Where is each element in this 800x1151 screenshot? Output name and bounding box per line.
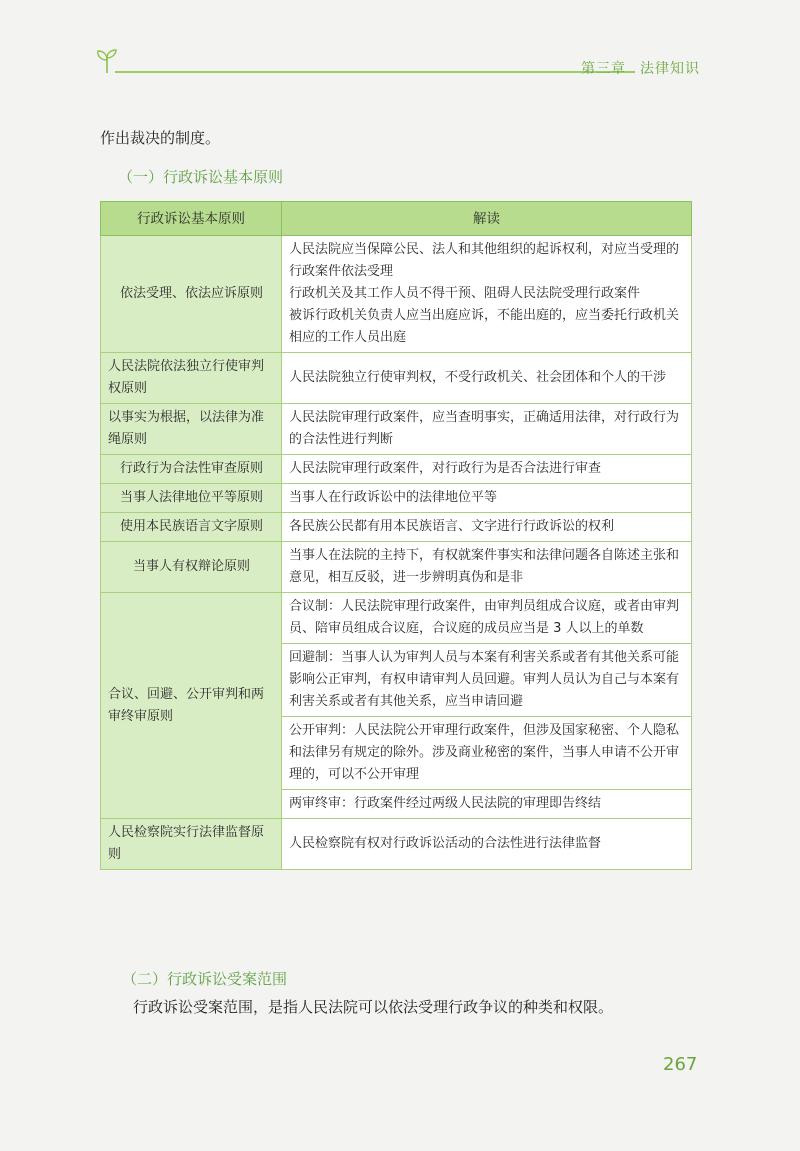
principles-table: [100, 201, 692, 870]
principle-cell: 行政行为合法性审查原则: [101, 455, 282, 484]
interpretation-cell: 回避制：当事人认为审判人员与本案有利害关系或者有其他关系可能影响公正审判，有权申请审判人员回避。审判人员认为自己与本案有利害关系或者有其他关系，应当申请回避: [282, 644, 692, 717]
interpretation-line: 被诉行政机关负责人应当出庭应诉，不能出庭的，应当委托行政机关相应的工作人员出庭: [289, 308, 680, 345]
principle-cell: 以事实为根据，以法律为准绳原则: [101, 404, 282, 455]
table-row: [101, 593, 692, 644]
section-heading-1: （一）行政诉讼基本原则: [118, 168, 284, 186]
col-header-principle: 行政诉讼基本原则: [101, 202, 282, 236]
principle-cell: 人民检察院实行法律监督原则: [101, 819, 282, 870]
table-row: [101, 513, 692, 542]
col-header-interpretation: 解读: [282, 202, 692, 236]
chapter-title: 法律知识: [640, 61, 700, 77]
interpretation-cell: 当事人在法院的主持下，有权就案件事实和法律问题各自陈述主张和意见，相互反驳，进一步辨明真伪和是非: [282, 542, 692, 593]
table-row: [101, 236, 692, 353]
table-row: [101, 819, 692, 870]
interpretation-line: 行政机关及其工作人员不得干预、阻碍人民法院受理行政案件: [289, 286, 641, 301]
chapter-number: 第三章: [581, 61, 626, 77]
interpretation-cell: 当事人在行政诉讼中的法律地位平等: [282, 484, 692, 513]
interpretation-cell: 两审终审：行政案件经过两级人民法院的审理即告终结: [282, 790, 692, 819]
principle-cell: 使用本民族语言文字原则: [101, 513, 282, 542]
page-number: 267: [663, 1054, 698, 1075]
table-row: [101, 455, 692, 484]
interpretation-line: 人民法院应当保障公民、法人和其他组织的起诉权利，对应当受理的行政案件依法受理: [289, 242, 680, 279]
table-header-row: [101, 202, 692, 236]
table-row: [101, 404, 692, 455]
page-header: [95, 48, 700, 78]
interpretation-cell: 人民法院审理行政案件，对行政行为是否合法进行审查: [282, 455, 692, 484]
interpretation-cell: 人民法院审理行政案件，应当查明事实，正确适用法律，对行政行为的合法性进行判断: [282, 404, 692, 455]
principle-cell: 合议、回避、公开审判和两审终审原则: [101, 593, 282, 819]
header-rule: [115, 71, 635, 73]
interpretation-cell: 人民检察院有权对行政诉讼活动的合法性进行法律监督: [282, 819, 692, 870]
principle-cell: 依法受理、依法应诉原则: [101, 236, 282, 353]
table-row: [101, 484, 692, 513]
interpretation-cell: 合议制：人民法院审理行政案件，由审判员组成合议庭，或者由审判员、陪审员组成合议庭，合议庭的成员应当是 3 人以上的单数: [282, 593, 692, 644]
principle-cell: 人民法院依法独立行使审判权原则: [101, 353, 282, 404]
principle-cell: 当事人有权辩论原则: [101, 542, 282, 593]
table-row: [101, 353, 692, 404]
principle-cell: 当事人法律地位平等原则: [101, 484, 282, 513]
chapter-label: [581, 58, 700, 78]
intro-text: 作出裁决的制度。: [100, 129, 221, 147]
section-heading-2: （二）行政诉讼受案范围: [122, 970, 288, 988]
table-row: [101, 542, 692, 593]
interpretation-cell: 公开审判：人民法院公开审理行政案件，但涉及国家秘密、个人隐私和法律另有规定的除外。涉及商业秘密的案件，当事人申请不公开审理的，可以不公开审理: [282, 717, 692, 790]
interpretation-cell: 各民族公民都有用本民族语言、文字进行行政诉讼的权利: [282, 513, 692, 542]
interpretation-cell: [282, 236, 692, 353]
interpretation-cell: 人民法院独立行使审判权，不受行政机关、社会团体和个人的干涉: [282, 353, 692, 404]
section-body-text: 行政诉讼受案范围，是指人民法院可以依法受理行政争议的种类和权限。: [133, 998, 614, 1016]
